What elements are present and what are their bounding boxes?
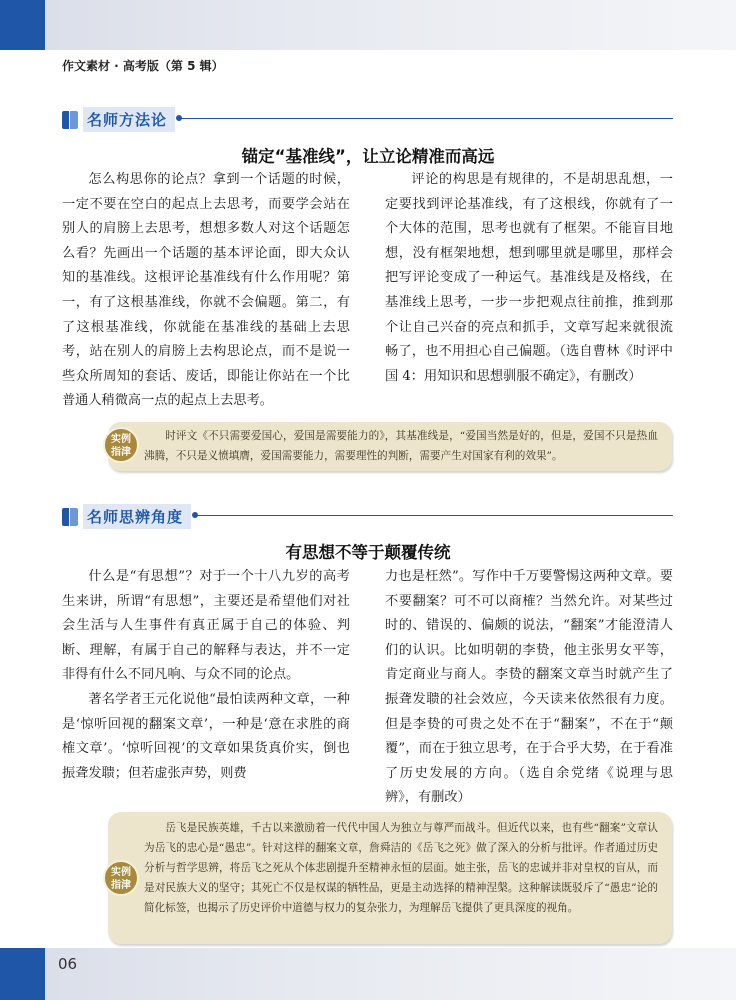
example-box <box>108 422 672 471</box>
example-text: 岳飞是民族英雄，千古以来激励着一代代中国人为独立与尊严而战斗。但近代以来，也有些“翻案”文章认为岳飞的忠心是“愚忠”。针对这样的翻案文章，詹舜洁的《岳飞之死》做了深入的分析与批评。作者通过历史分析与哲学思辨，将岳飞之死从个体悲剧提升至精神永恒的层面。她主张，岳飞的忠诚并非对皇权的盲从，而是对民族大义的坚守；其死亡不仅是权谋的牺牲品，更是主动选择的精神涅槃。这种解读既驳斥了“愚忠”论的简化标签，也揭示了历史评价中道德与权力的复杂张力，为理解岳飞提供了更具深度的视角。 <box>144 822 658 914</box>
section-title: 名师方法论 <box>83 107 175 132</box>
example-badge: 实例 指津 <box>103 427 139 463</box>
section-heading-dialectics <box>62 504 191 529</box>
section-heading-methodology <box>62 107 175 132</box>
paragraph: 著名学者王元化说他“最怕读两种文章，一种是‘惊听回视的翻案文章’，一种是‘意在求胜的商榷文章’。‘惊听回视’的文章如果货真价实，倒也振聋发聩；但若虚张声势，则费 <box>62 691 350 781</box>
paragraph: 力也是枉然”。写作中千万要警惕这两种文章。要不要翻案？可不可以商榷？当然允许。对某些过时的、错误的、偏颇的说法，“翻案”才能澄清人们的认识。比如明朝的李贽，他主张男女平等，肯定商业与商人。李贽的翻案文章当时就产生了振聋发聩的社会效应，今天读来依然很有力度。但是李贽的可贵之处不在于“翻案”，不在于“颠覆”，而在于独立思考，在于合乎大势，在于看准了历史发展的方向。（选自余党绪《说理与思辨》，有删改） <box>385 569 673 806</box>
article-left-column <box>62 168 350 414</box>
page-number: 06 <box>58 955 78 973</box>
book-icon <box>62 508 78 526</box>
paragraph: 怎么构思你的论点？拿到一个话题的时候，一定不要在空白的起点上去思考，而要学会站在别人的肩膀上去思考，想想多数人对这个话题怎么看？先画出一个话题的基本评论面，即大众认知的基准线。这根评论基准线有什么作用呢？第一，有了这根基准线，你就不会偏题。第二，有了这根基准线，你就能在基准线的基础上去思考，站在别人的肩膀上去构思论点，而不是说一些众所周知的套话、废话，即能让你站在一个比普通人稍微高一点的起点上去思考。 <box>62 172 350 409</box>
article-right-column <box>385 565 673 811</box>
running-header: 作文素材 · 高考版（第 5 辑） <box>62 59 224 73</box>
top-blue-corner <box>0 0 45 50</box>
section-title: 名师思辨角度 <box>83 504 191 529</box>
top-band <box>0 0 736 50</box>
paragraph: 什么是“有思想”？对于一个十八九岁的高考生来讲，所谓“有思想”，主要还是希望他们对社会生活与人生事件有真正属于自己的体验、判断、理解，有属于自己的解释与表达，并不一定非得有什么不同凡响、与众不同的论点。 <box>62 569 350 683</box>
example-text: 时评文《不只需要爱国心，爱国是需要能力的》，其基准线是，“爱国当然是好的，但是，爱国不只是热血沸腾，不只是义愤填膺，爱国需要能力，需要理性的判断，需要产生对国家有利的效果”。 <box>144 430 658 462</box>
bottom-band <box>0 948 736 1000</box>
example-badge: 实例 指津 <box>103 860 139 896</box>
section-rule <box>180 118 673 119</box>
book-icon <box>62 111 78 129</box>
section-rule <box>196 515 673 516</box>
article-left-column <box>62 565 350 786</box>
article-right-column <box>385 168 673 389</box>
paragraph: 评论的构思是有规律的，不是胡思乱想，一定要找到评论基准线，有了这根线，你就有了一个大体的范围，思考也就有了框架。不能盲目地想，没有框架地想，想到哪里就是哪里，那样会把写评论变成了一种运气。基准线是及格线，在基准线上思考，一步一步把观点往前推，推到那个让自己兴奋的亮点和抓手，文章写起来就很流畅了，也不用担心自己偏题。（选自曹林《时评中国 4：用知识和思想驯服不确定》，有删改） <box>385 172 673 384</box>
example-box <box>108 812 672 944</box>
article-title: 有思想不等于颠覆传统 <box>285 543 451 562</box>
article-title: 锚定“基准线”，让立论精准而高远 <box>241 147 495 166</box>
bottom-blue-corner <box>0 948 45 1000</box>
